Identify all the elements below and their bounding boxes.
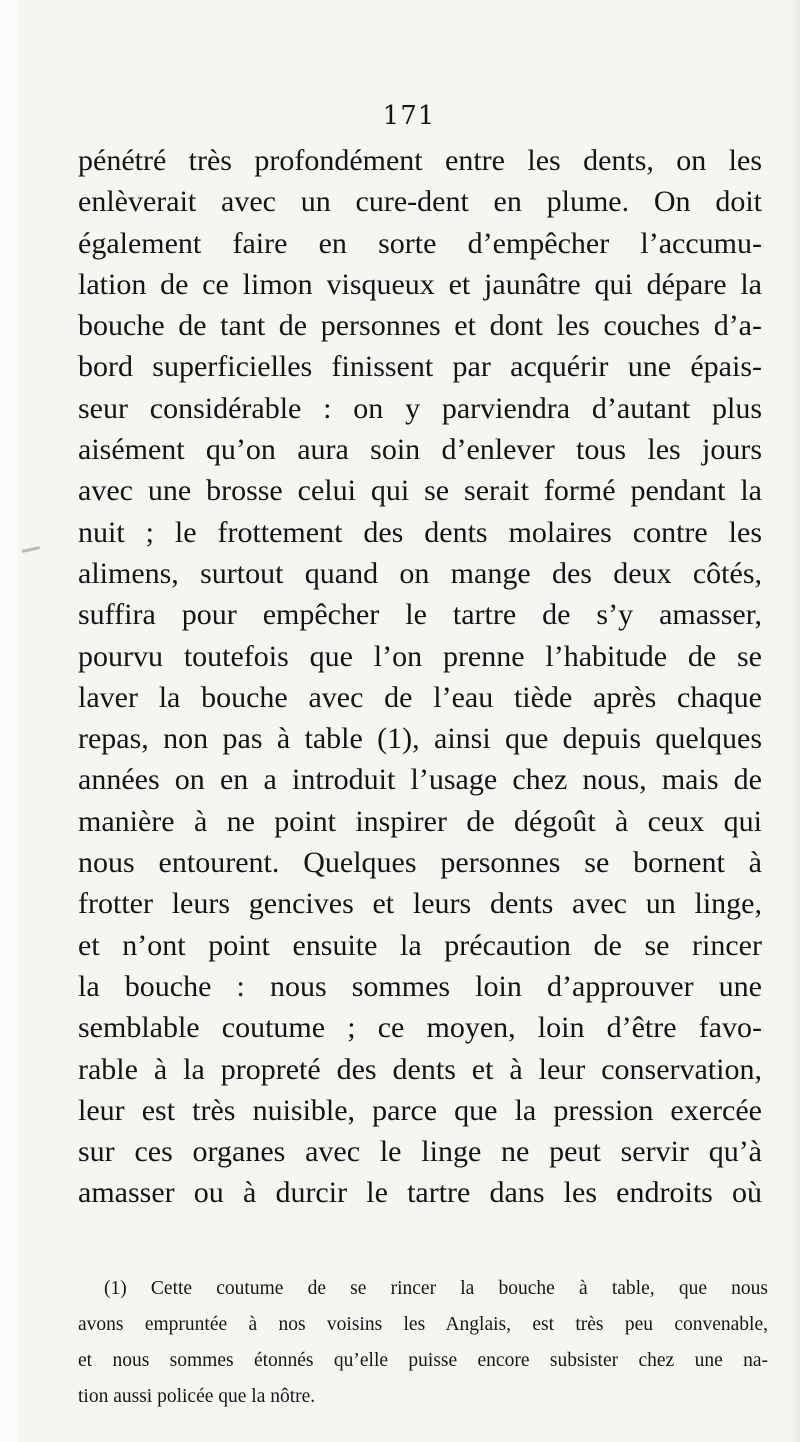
body-line: leur est très nuisible, parce que la pression exercée <box>78 1093 762 1127</box>
body-paragraph <box>78 140 762 1214</box>
body-line: années on en a introduit l’usage chez nous, mais de <box>78 763 762 797</box>
body-line: semblable coutume ; ce moyen, loin d’être favo- <box>78 1011 762 1045</box>
body-line: rable à la propreté des dents et à leur conservation, <box>78 1052 762 1086</box>
body-line: nuit ; le frottement des dents molaires contre les <box>78 515 762 549</box>
footnote-line: tion aussi policée que la nôtre. <box>78 1386 316 1407</box>
body-line: repas, non pas à table (1), ainsi que depuis quelques <box>78 722 762 756</box>
body-line: sur ces organes avec le linge ne peut servir qu’à <box>78 1135 762 1169</box>
margin-mark <box>22 546 40 553</box>
body-line: seur considérable : on y parviendra d’autant plus <box>78 391 762 425</box>
body-line: amasser ou à durcir le tartre dans les endroits où <box>78 1176 762 1210</box>
body-line: la bouche : nous sommes loin d’approuver une <box>78 969 762 1003</box>
body-line: manière à ne point inspirer de dégoût à ceux qui <box>78 804 762 838</box>
body-line: frotter leurs gencives et leurs dents avec un linge, <box>78 887 762 921</box>
body-line: suffira pour empêcher le tartre de s’y amasser, <box>78 598 762 632</box>
footnote-line: (1) Cette coutume de se rincer la bouche à table, que nous <box>104 1278 768 1299</box>
footnote-line: et nous sommes étonnés qu’elle puisse encore subsister chez une na- <box>78 1350 768 1371</box>
body-line: pénétré très profondément entre les dents, on les <box>78 144 762 177</box>
body-line: bord superficielles finissent par acquérir une épais- <box>78 350 762 384</box>
page-number: 171 <box>382 101 436 131</box>
footnote-line: avons empruntée à nos voisins les Anglais, est très peu convenable, <box>78 1314 768 1335</box>
body-line: nous entourent. Quelques personnes se bornent à <box>78 846 762 880</box>
body-line: lation de ce limon visqueux et jaunâtre qui dépare la <box>78 267 762 301</box>
body-line: laver la bouche avec de l’eau tiède après chaque <box>78 680 762 714</box>
body-line: avec une brosse celui qui se serait formé pendant la <box>78 474 762 508</box>
body-line: pourvu toutefois que l’on prenne l’habitude de se <box>78 639 762 673</box>
body-line: alimens, surtout quand on mange des deux côtés, <box>78 556 762 590</box>
body-line: également faire en sorte d’empêcher l’accumu- <box>78 226 762 260</box>
body-line: enlèverait avec un cure-dent en plume. On doit <box>78 185 762 219</box>
body-line: bouche de tant de personnes et dont les couches d’a- <box>78 309 762 343</box>
page-edge-shadow <box>790 0 800 1442</box>
body-line: et n’ont point ensuite la précaution de se rincer <box>78 928 762 962</box>
footnote <box>78 1271 768 1415</box>
body-line: aisément qu’on aura soin d’enlever tous les jours <box>78 433 762 467</box>
